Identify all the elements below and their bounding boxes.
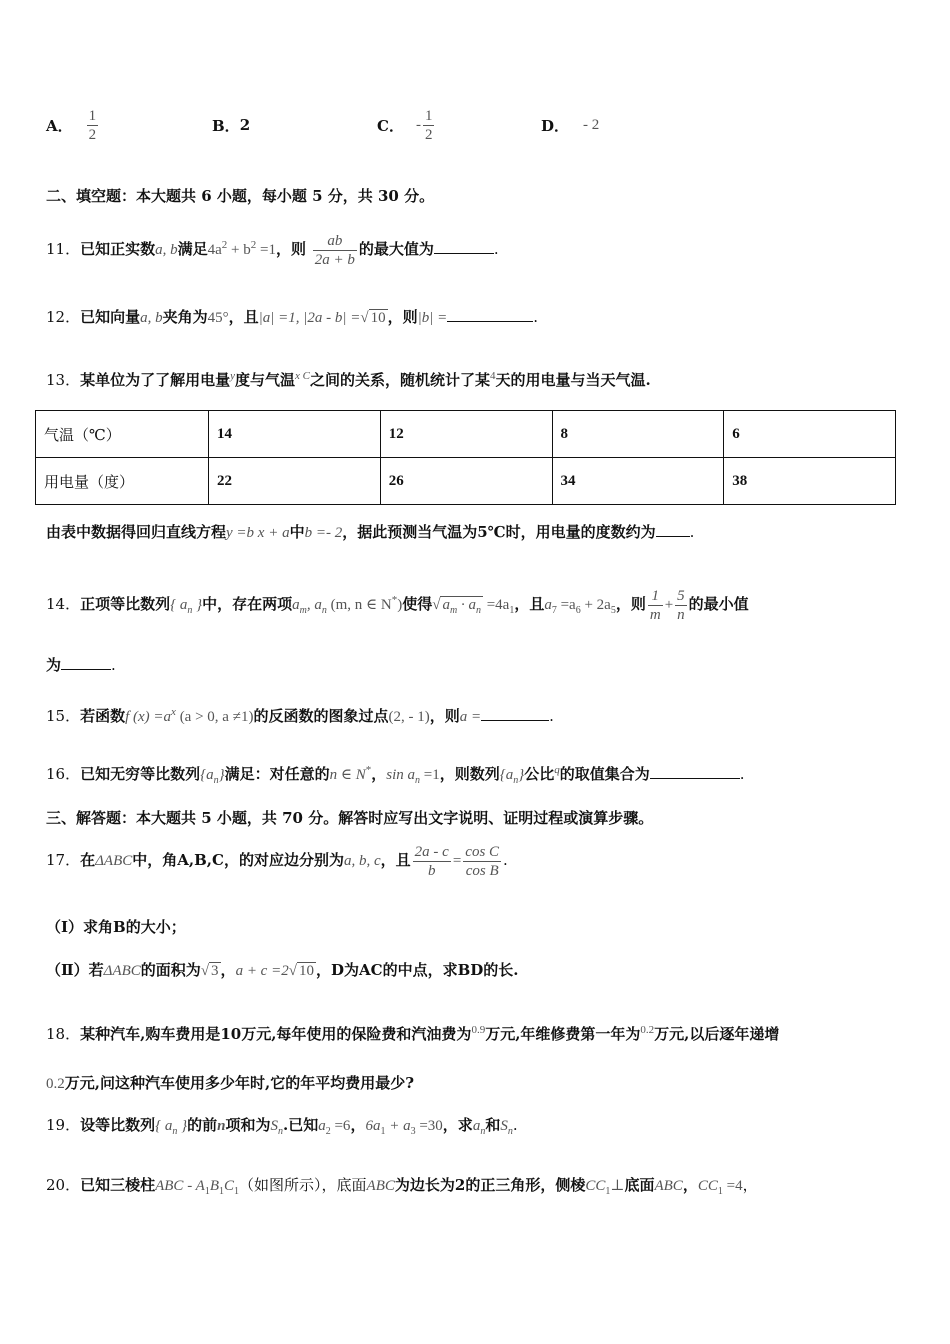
q14-fraction1 [648,587,663,624]
q13-n: 4 [490,370,496,382]
q19-text5: ，求 [442,1116,473,1134]
q13-text4: 天的用电量与当天气温. [495,371,651,389]
fill-section-header: 二、填空题：本大题共 6 小题，每小题 5 分，共 30 分。 [46,187,435,205]
q13-text2: 度与气温 [235,371,296,389]
q15-answer-blank[interactable] [481,706,549,721]
q17-p2b: 的面积为 [140,961,201,979]
q19-text6: 和 [485,1116,501,1134]
question-13 [46,362,651,394]
q13-text3: 之间的关系，随机统计了某 [310,371,491,389]
option-a-fraction [87,107,99,144]
q18-v2: 0.2 [640,1024,655,1036]
q17-p2j: 的长. [483,961,519,979]
q18-number: 18． [46,1025,81,1043]
q13-text: 某单位为了了解用电量 [80,371,231,389]
q11-answer-blank[interactable] [434,239,494,254]
q19-c2: 6a [365,1118,381,1134]
q17-triangle: ΔABC [95,853,133,869]
q13-x: x C [295,370,310,382]
q20-text3: 为边长为 [394,1176,455,1194]
q19-a2: a [318,1118,326,1134]
q19-number: 19． [46,1116,81,1134]
q19-c2c: =30 [415,1118,443,1134]
q17-fden: b [428,862,436,879]
table-cell: 12 [380,411,552,458]
q15-ask: a = [459,709,482,725]
q17-fraction1 [413,843,451,880]
q16-answer-blank[interactable] [650,764,740,779]
q13-equation: y =b x + a [226,525,290,541]
q16-sin: sin a [386,767,416,783]
q16-text3: ，则数列 [439,765,500,783]
q11-condition3: =1 [256,242,276,258]
q14-seq: { a [170,597,188,613]
q17-fraction2 [463,843,501,880]
q20-base: ABC [366,1178,395,1194]
q12-text: 已知向量 [80,308,141,326]
q15-number: 15． [46,707,81,725]
q14-plus: + [664,597,674,613]
option-c-num: 1 [424,107,433,124]
q19-c2b: + a [385,1118,411,1134]
q14-fraction2 [675,587,687,624]
q15-text: 若函数 [80,707,126,725]
q12-angle: 45° [207,310,229,326]
option-b-value: 2 [239,116,251,134]
question-15 [46,697,554,732]
q15-end: . [549,707,554,725]
q19-s: S [270,1118,278,1134]
q13-y: y [230,370,235,382]
question-18-continued [46,1070,414,1097]
q17-sum: a + c =2 [235,963,289,979]
q20-text5: 底面 [624,1176,655,1194]
table-cell: 14 [209,411,381,458]
q13-table [35,410,896,505]
q20-text2: （如图所示），底面 [239,1176,367,1194]
q14-f2den: n [677,606,685,623]
q17-number: 17． [46,851,81,869]
q13-temp: 5℃ [477,523,506,541]
q17-text2: 中，角 [132,851,178,869]
q19-a2v: =6 [330,1118,351,1134]
q19-text4: .已知 [282,1116,319,1134]
q14-text2: 中，存在两项 [202,595,293,613]
q19-end: . [512,1116,518,1134]
q14-text4: ，则 [615,595,646,613]
q11-text2: 满足 [177,240,208,258]
q12-end: . [533,308,539,326]
q17-p2-triangle: ΔABC [103,963,141,979]
option-a-num: 1 [88,107,97,124]
q13-s3: ，据此预测当气温为 [342,523,478,541]
option-c [377,100,436,150]
q14-number: 14． [46,595,81,613]
q18-text4: 万元,以后逐年递增 [654,1025,780,1043]
q13-number: 13． [46,371,81,389]
q18-text2: 万元,每年使用的保险费和汽油费为 [241,1025,472,1043]
q14-text2b: 使得 [402,595,433,613]
q14-f1num: 1 [648,587,663,606]
table-cell: 22 [209,458,381,505]
q12-number: 12． [46,308,81,326]
question-18 [46,1012,779,1052]
q18-text: 某种汽车,购车费用是 [80,1025,221,1043]
q17-p2i: BD [457,961,484,979]
q16-q: q [554,764,560,776]
q17-end: . [503,851,508,869]
q17-sides: a, b, c [343,853,381,869]
q17-gden: cos B [465,862,499,879]
q20-ccv: =4 [722,1178,743,1194]
q14-rel: a [544,597,552,613]
table-cell: 38 [724,458,896,505]
q11-condition: 4a [207,242,222,258]
option-c-fraction [423,107,435,144]
q20-number: 20． [46,1176,81,1194]
q20-end: ， [742,1176,758,1194]
q11-number: 11． [46,240,81,258]
q14-seq-end: } [192,597,203,613]
option-c-sign: - [415,116,421,133]
q15-text2: 的反函数的图象过点 [253,707,389,725]
q13-answer-blank[interactable] [656,522,690,537]
q13-s2: 中 [289,523,305,541]
q15-exponent: x [171,706,176,718]
table-cell: 用电量（度） [36,458,209,505]
q17-fnum: 2a - c [414,843,449,860]
q16-text5: 的取值集合为 [559,765,650,783]
q11-fnum: ab [313,232,357,251]
option-a [46,100,100,150]
option-a-label: A． [46,116,73,135]
table-cell: 34 [552,458,724,505]
q12-text4: ，则 [387,308,418,326]
question-12: 12．已知向量a, b夹角为45°，且|a| =1, |2a - b| =√ 10 ，则|b| = . [46,308,539,326]
q14-answer-blank[interactable] [61,655,111,670]
table-cell: 8 [552,411,724,458]
q13-end: . [689,523,695,541]
q17-root10: 10 [298,963,314,979]
option-c-den: 2 [424,126,433,143]
q16-condition: n ∈ N [329,767,366,783]
table-row [36,411,896,458]
q17-text4: ，且 [380,851,411,869]
q19-text: 设等比数列 [80,1116,156,1134]
q14-continued [46,654,116,676]
question-17 [46,835,508,886]
q14-text5: 的最小值 [688,595,749,613]
question-16: 16．已知无穷等比数列$\{a_n\}$满足：对任意的n ∈ N*，$\sin a_n =1$，则数列$\{a_n\}$公比$^q$的取值集合为 . [46,764,745,786]
q19-text3: 项和为 [225,1116,271,1134]
q20-edge: CC [585,1178,606,1194]
q14-text3: ，且 [514,595,545,613]
q20-text4: 的正三角形，侧棱 [465,1176,586,1194]
q15-condition: (a > 0, a ≠1) [175,709,254,725]
q18-text5: 万元,问这种汽车使用多少年时,它的年平均费用最少? [64,1074,414,1092]
q11-text3: ，则 [275,240,306,258]
q14-end: . [111,656,116,674]
q16-text4: 公比 [524,765,555,783]
q17-p1c: 的大小； [125,918,186,936]
question-20: 20．已知三棱柱ABC - $A_1B_1C_1$（如图所示），底面ABC为边长为2的正三角形，侧棱$CC_1\perp$底面ABC，$CC_1 =4$， [46,1176,758,1197]
q12-condition: |a| =1, |2a - b| = [258,310,361,326]
q20-perp: ⊥ [610,1178,625,1194]
q11-vars: a, b [155,242,178,258]
q17-p2c: ， [220,961,236,979]
q17-p2: （Ⅱ）若 [46,961,104,979]
option-d-value: - 2 [583,116,600,133]
answer-section-header: 三、解答题：本大题共 5 小题，共 70 分。解答时应写出文字说明、证明过程或演算步骤。 [46,809,654,827]
q16-text: 已知无穷等比数列 [80,765,201,783]
q17-p2d: ， [315,961,331,979]
q15-point: (2, - 1) [388,709,430,725]
table-row [36,458,896,505]
q17-p2g: AC [359,961,383,979]
table-cell: 气温（℃） [36,411,209,458]
q17-eq: = [452,853,462,869]
q13-s4: 时，用电量的度数约为 [505,523,656,541]
q11-fden: 2a + b [314,251,355,268]
q16-seq: {a [200,767,214,783]
q13-slope: b =- 2 [304,525,343,541]
question-14: 14．正项等比数列{ $a_n$ }中，存在两项$a_m$, $a_n$ (m, n ∈ N*)使得√ $a_m \cdot a_n =4a_1$，且$a_7 =a_6 + 2a_5$，则 $\frac{1}{m}$ + $\frac{5}{n}$ 的最小值 [46,587,749,623]
q14-terms: a [292,597,300,613]
option-c-label: C． [377,116,404,135]
option-d [541,100,599,150]
q17-p1b: B [113,918,126,936]
q19-text2: 的前 [187,1116,218,1134]
q18-cost: 10 [220,1025,242,1043]
q16-seq2: {a [499,767,514,783]
q20-base2: ABC [654,1178,683,1194]
q18-text3: 万元,年维修费第一年为 [485,1025,641,1043]
q17-gnum: cos C [465,843,500,860]
option-b-label: B． [212,116,240,135]
q17-p2h: 的中点，求 [382,961,458,979]
q16-number: 16． [46,765,81,783]
q20-prism: ABC - A [155,1178,205,1194]
question-19: 19．设等比数列{ $a_n$ }的前n项和为$S_n$.已知$a_2 =6$，$6a_1 + a_3 =30$，求$a_n$和$S_n$. [46,1116,518,1137]
q12-vars: a, b [140,310,163,326]
q11-fraction [313,232,357,269]
q14-text: 正项等比数列 [80,595,171,613]
q18-v3: 0.2 [46,1076,65,1092]
q18-v1: 0.9 [471,1024,486,1036]
table-cell: 6 [724,411,896,458]
q14-text6: 为 [46,656,62,674]
q15-function: f (x) =a [125,709,172,725]
q12-ask: |b| = [417,310,448,326]
q11-text: 已知正实数 [80,240,156,258]
q11-condition2: + b [227,242,251,258]
q20-text: 已知三棱柱 [80,1176,156,1194]
q20-cc: CC [697,1178,718,1194]
q17-p2e: D [330,961,344,979]
q17-angles: A,B,C [177,851,224,869]
q16-text2: 满足：对任意的 [224,765,330,783]
option-a-den: 2 [88,126,97,143]
question-11: 11．已知正实数a, b满足$4a^2 + b^2 =1$，则 $\frac{ab}{2a + b}$ 的最大值为 . [46,232,499,268]
table-cell: 26 [380,458,552,505]
q17-text3: ，的对应边分别为 [223,851,344,869]
q19-n: n [217,1118,226,1134]
q14-f1den: m [649,606,661,623]
q17-root3: 3 [211,963,219,979]
q17-part1 [46,916,186,938]
q20-text6: ， [682,1176,698,1194]
option-d-label: D． [541,116,570,135]
q15-text3: ，则 [429,707,460,725]
q12-root: 10 [370,310,386,326]
option-b [212,100,250,150]
q16-sin2: =1 [420,767,440,783]
q11-end: . [493,240,499,258]
q17-text: 在 [80,851,96,869]
q17-part2: （Ⅱ）若ΔABC的面积为√ 3 ，a + c =2√ 10 ，D为AC的中点，求BD的长. [46,961,519,979]
q13-s1: 由表中数据得回归直线方程 [46,523,227,541]
q12-text2: 夹角为 [162,308,208,326]
q14-f2num: 5 [677,587,685,604]
q17-p2f: 为 [343,961,359,979]
q13-regression [46,518,694,547]
q11-text4: 的最大值为 [358,240,434,258]
q12-text3: ，且 [228,308,259,326]
q20-len: 2 [454,1176,466,1194]
q12-answer-blank[interactable] [447,307,533,322]
q17-p1: （Ⅰ）求角 [46,918,114,936]
q16-end: . [739,765,745,783]
